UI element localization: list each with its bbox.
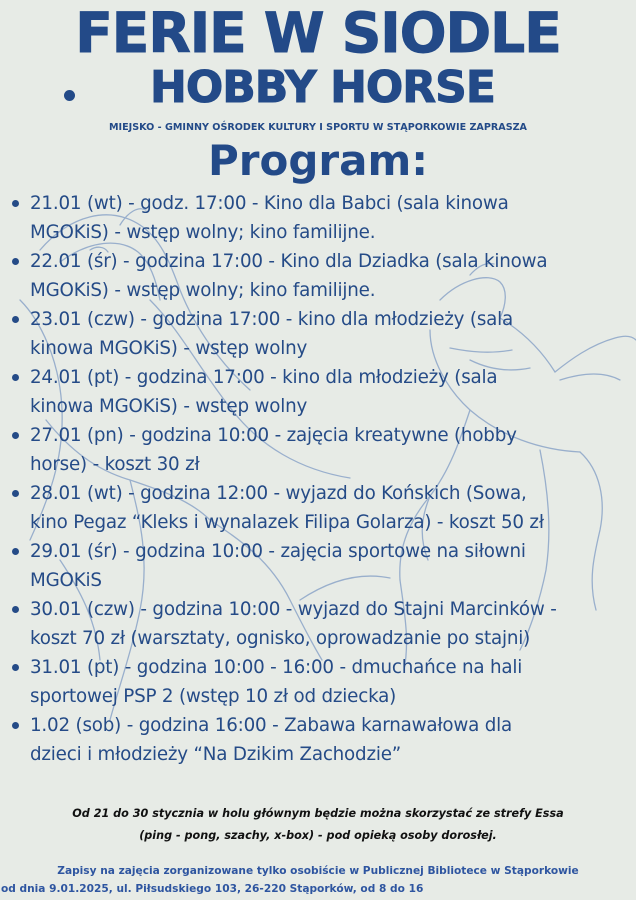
event-line: 24.01 (pt) - godzina 17:00 - kino dla młodzieży (sala: [30, 367, 498, 388]
bullet-dot-icon: [12, 548, 19, 555]
event-item: [0, 189, 636, 247]
event-item: [0, 479, 636, 537]
main-title: FERIE W SIODLE: [75, 1, 561, 65]
event-line: kinowa MGOKiS) - wstęp wolny: [30, 396, 308, 417]
event-item: [0, 537, 636, 595]
event-line: MGOKiS) - wstęp wolny; kino familijne.: [30, 222, 376, 243]
event-line: 28.01 (wt) - godzina 12:00 - wyjazd do Końskich (Sowa,: [30, 483, 527, 504]
event-line: kinowa MGOKiS) - wstęp wolny: [30, 338, 308, 359]
event-item: [0, 363, 636, 421]
event-item: [0, 305, 636, 363]
event-item: [0, 247, 636, 305]
title-bullet-dot: [64, 90, 75, 101]
event-line: kino Pegaz “Kleks i wynalazek Filipa Golarza) - koszt 50 zł: [30, 512, 544, 533]
event-item: [0, 711, 636, 769]
organizer-subtitle: MIEJSKO - GMINNY OŚRODEK KULTURY I SPORTU W STĄPORKOWIE ZAPRASZA: [108, 122, 527, 133]
bullet-dot-icon: [12, 664, 19, 671]
event-line: MGOKiS: [30, 570, 102, 591]
bullet-dot-icon: [12, 606, 19, 613]
event-line: 30.01 (czw) - godzina 10:00 - wyjazd do Stajni Marcinków -: [30, 599, 557, 620]
bullet-dot-icon: [12, 200, 19, 207]
program-heading: Program:: [207, 136, 429, 185]
bullet-dot-icon: [12, 374, 19, 381]
essa-zone-note: Od 21 do 30 stycznia w holu głównym będzie można skorzystać ze strefy Essa: [72, 807, 564, 820]
event-line: dzieci i młodzieży “Na Dzikim Zachodzie”: [30, 744, 402, 765]
event-line: 29.01 (śr) - godzina 10:00 - zajęcia sportowe na siłowni: [30, 541, 526, 562]
event-line: 23.01 (czw) - godzina 17:00 - kino dla młodzieży (sala: [30, 309, 514, 330]
event-line: koszt 70 zł (warsztaty, ognisko, oprowadzanie po stajni): [30, 628, 531, 649]
event-line: 31.01 (pt) - godzina 10:00 - 16:00 - dmuchańce na hali: [30, 657, 523, 678]
signup-info: Zapisy na zajęcia zorganizowane tylko osobiście w Publicznej Bibliotece w Stąporkowie: [57, 865, 579, 877]
event-line: sportowej PSP 2 (wstęp 10 zł od dziecka): [30, 686, 397, 707]
bullet-dot-icon: [12, 316, 19, 323]
essa-zone-note-details: (ping - pong, szachy, x-box) - pod opieką osoby dorosłej.: [139, 829, 497, 842]
event-item: [0, 653, 636, 711]
bullet-dot-icon: [12, 258, 19, 265]
secondary-title: HOBBY HORSE: [150, 62, 495, 113]
event-line: 22.01 (śr) - godzina 17:00 - Kino dla Dziadka (sala kinowa: [30, 251, 548, 272]
bullet-dot-icon: [12, 432, 19, 439]
event-item: [0, 595, 636, 653]
bullet-dot-icon: [12, 722, 19, 729]
event-line: 21.01 (wt) - godz. 17:00 - Kino dla Babci (sala kinowa: [30, 193, 509, 214]
event-list: [0, 189, 636, 769]
event-line: 1.02 (sob) - godzina 16:00 - Zabawa karnawałowa dla: [30, 715, 513, 736]
bullet-dot-icon: [12, 490, 19, 497]
event-line: horse) - koszt 30 zł: [30, 454, 200, 475]
event-line: MGOKiS) - wstęp wolny; kino familijne.: [30, 280, 376, 301]
event-item: [0, 421, 636, 479]
event-line: 27.01 (pn) - godzina 10:00 - zajęcia kreatywne (hobby: [30, 425, 517, 446]
signup-address: od dnia 9.01.2025, ul. Piłsudskiego 103, 26-220 Stąporków, od 8 do 16: [1, 883, 424, 895]
